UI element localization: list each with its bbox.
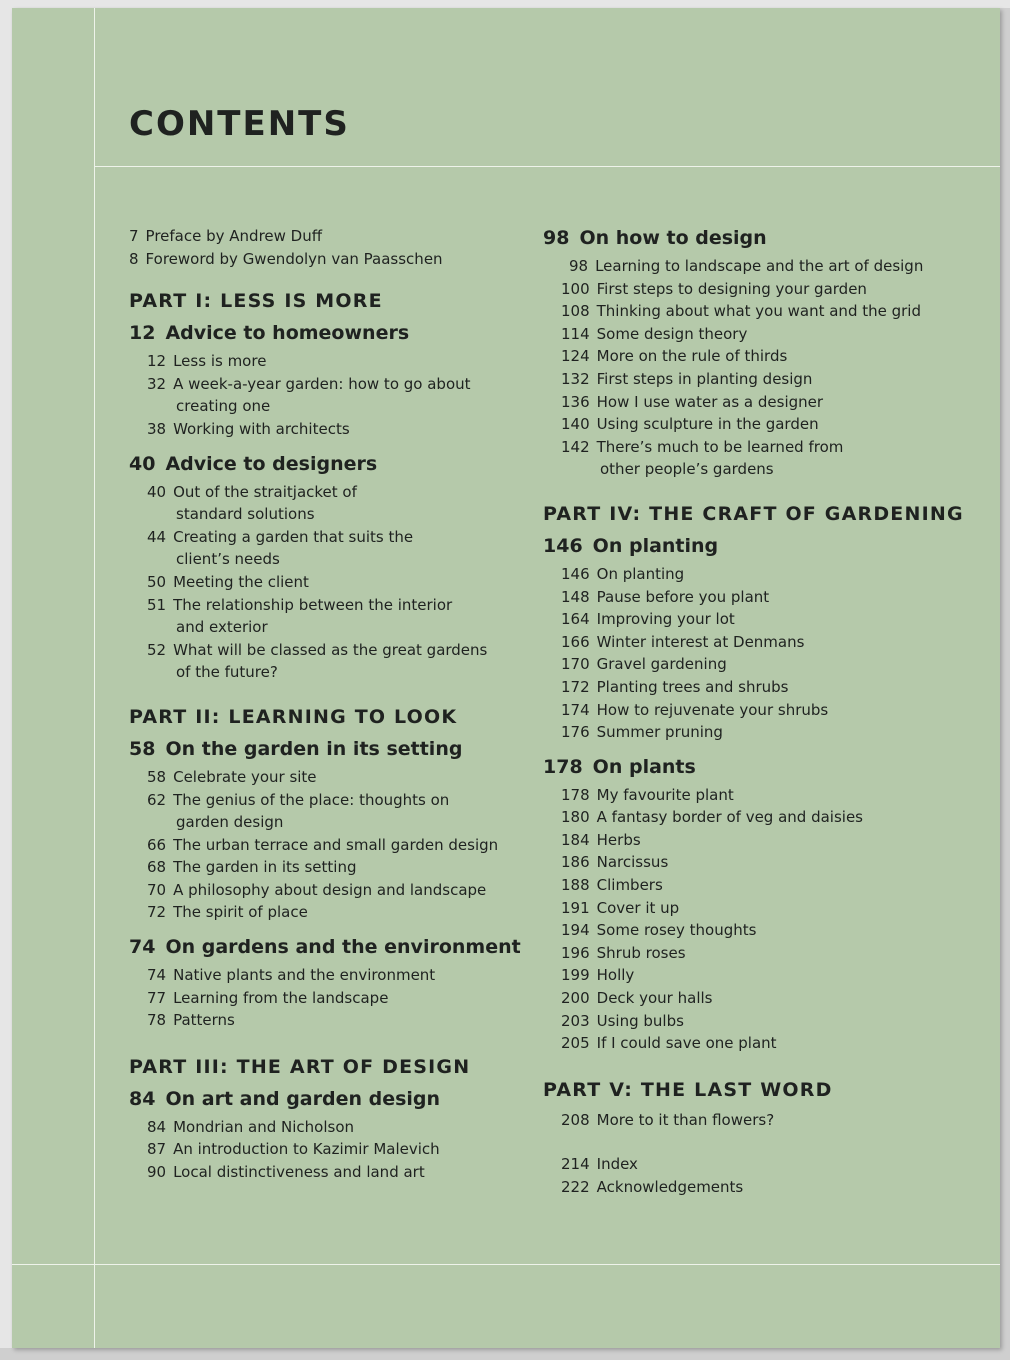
page-edge-right [1000,8,1010,1360]
margin-rule-vertical [94,8,95,1348]
chapter-heading: 74 On gardens and the environment [129,936,521,959]
toc-entry: 178 My favourite plant [561,785,734,804]
toc-entry: 40 Out of the straitjacket of standard solutions [147,482,357,524]
toc-entry: 199 Holly [561,966,635,985]
toc-entry: 51 The relationship between the interior and exterior [147,595,453,637]
toc-entry: 203 Using bulbs [561,1011,684,1030]
page-edge-bottom [0,1348,1010,1360]
toc-entry: 140 Using sculpture in the garden [561,415,819,434]
toc-entry: 146 On planting [561,564,685,583]
part-heading: PART III: THE ART OF DESIGN [129,1055,471,1078]
toc-entry: 50 Meeting the client [147,572,309,591]
toc-entry: 184 Herbs [561,830,641,849]
toc-entry: 142 There’s much to be learned from other people’s gardens [561,437,844,479]
toc-entry: 100 First steps to designing your garden [561,279,867,298]
toc-entry: 205 If I could save one plant [561,1034,777,1053]
toc-entry: 87 An introduction to Kazimir Malevich [147,1140,440,1159]
part-heading: PART I: LESS IS MORE [129,290,383,313]
toc-entry: 172 Planting trees and shrubs [561,677,789,696]
toc-entry: 124 More on the rule of thirds [561,347,788,366]
toc-entry: 132 First steps in planting design [561,369,813,388]
page-title: CONTENTS [129,104,350,144]
toc-entry: 44 Creating a garden that suits the client’s needs [147,527,414,569]
toc-entry: 32 A week-a-year garden: how to go about creating one [147,374,471,416]
toc-entry: 78 Patterns [147,1011,235,1030]
toc-entry: 72 The spirit of place [147,903,308,922]
toc-entry: 114 Some design theory [561,324,748,343]
chapter-heading: 178 On plants [543,755,696,778]
toc-entry: 186 Narcissus [561,853,669,872]
toc-entry: 62 The genius of the place: thoughts on garden design [147,790,450,832]
contents-column-right [543,225,983,1199]
toc-entry: 7 Preface by Andrew Duff [129,227,323,245]
contents-page [12,8,1000,1348]
toc-entry: 191 Cover it up [561,898,680,917]
toc-entry: 188 Climbers [561,876,663,895]
toc-entry: 84 Mondrian and Nicholson [147,1117,355,1136]
part-heading: PART II: LEARNING TO LOOK [129,705,458,728]
toc-entry: 38 Working with architects [147,419,350,438]
toc-entry: 170 Gravel gardening [561,655,727,674]
margin-rule-bottom [12,1264,1000,1265]
chapter-heading: 84 On art and garden design [129,1087,441,1110]
toc-entry: 222 Acknowledgements [561,1178,744,1196]
toc-entry: 68 The garden in its setting [147,858,357,877]
toc-entry: 174 How to rejuvenate your shrubs [561,700,829,719]
chapter-heading: 146 On planting [543,534,719,557]
toc-entry: 166 Winter interest at Denmans [561,632,805,651]
part-heading: PART V: THE LAST WORD [543,1078,833,1101]
chapter-heading: 58 On the garden in its setting [129,737,463,760]
toc-entry: 214 Index [561,1155,638,1174]
toc-entry: 200 Deck your halls [561,989,713,1008]
toc-entry: 164 Improving your lot [561,610,735,629]
toc-entry: 12 Less is more [147,352,267,371]
margin-rule-top [94,166,1000,167]
chapter-heading: 12 Advice to homeowners [129,322,410,345]
toc-entry: 176 Summer pruning [561,723,723,742]
chapter-heading: 98 On how to design [543,227,767,249]
contents-column-left [129,225,529,1184]
toc-entry: 90 Local distinctiveness and land art [147,1163,425,1182]
toc-entry: 98 Learning to landscape and the art of design [569,257,924,275]
toc-entry: 194 Some rosey thoughts [561,921,757,940]
toc-entry: 108 Thinking about what you want and the grid [561,302,921,321]
toc-entry: 66 The urban terrace and small garden design [147,835,499,854]
toc-entry: 70 A philosophy about design and landscape [147,880,487,899]
toc-entry: 77 Learning from the landscape [147,988,389,1007]
toc-entry: 58 Celebrate your site [147,767,317,786]
toc-entry: 8 Foreword by Gwendolyn van Paasschen [129,249,443,268]
toc-entry: 180 A fantasy border of veg and daisies [561,808,863,827]
toc-entry: 208 More to it than flowers? [561,1110,775,1129]
toc-entry: 196 Shrub roses [561,943,686,962]
toc-entry: 136 How I use water as a designer [561,392,824,411]
toc-entry: 52 What will be classed as the great gardens of the future? [147,640,488,682]
toc-entry: 148 Pause before you plant [561,587,770,606]
chapter-heading: 40 Advice to designers [129,452,378,475]
part-heading: PART IV: THE CRAFT OF GARDENING [543,502,964,525]
toc-entry: 74 Native plants and the environment [147,966,436,985]
